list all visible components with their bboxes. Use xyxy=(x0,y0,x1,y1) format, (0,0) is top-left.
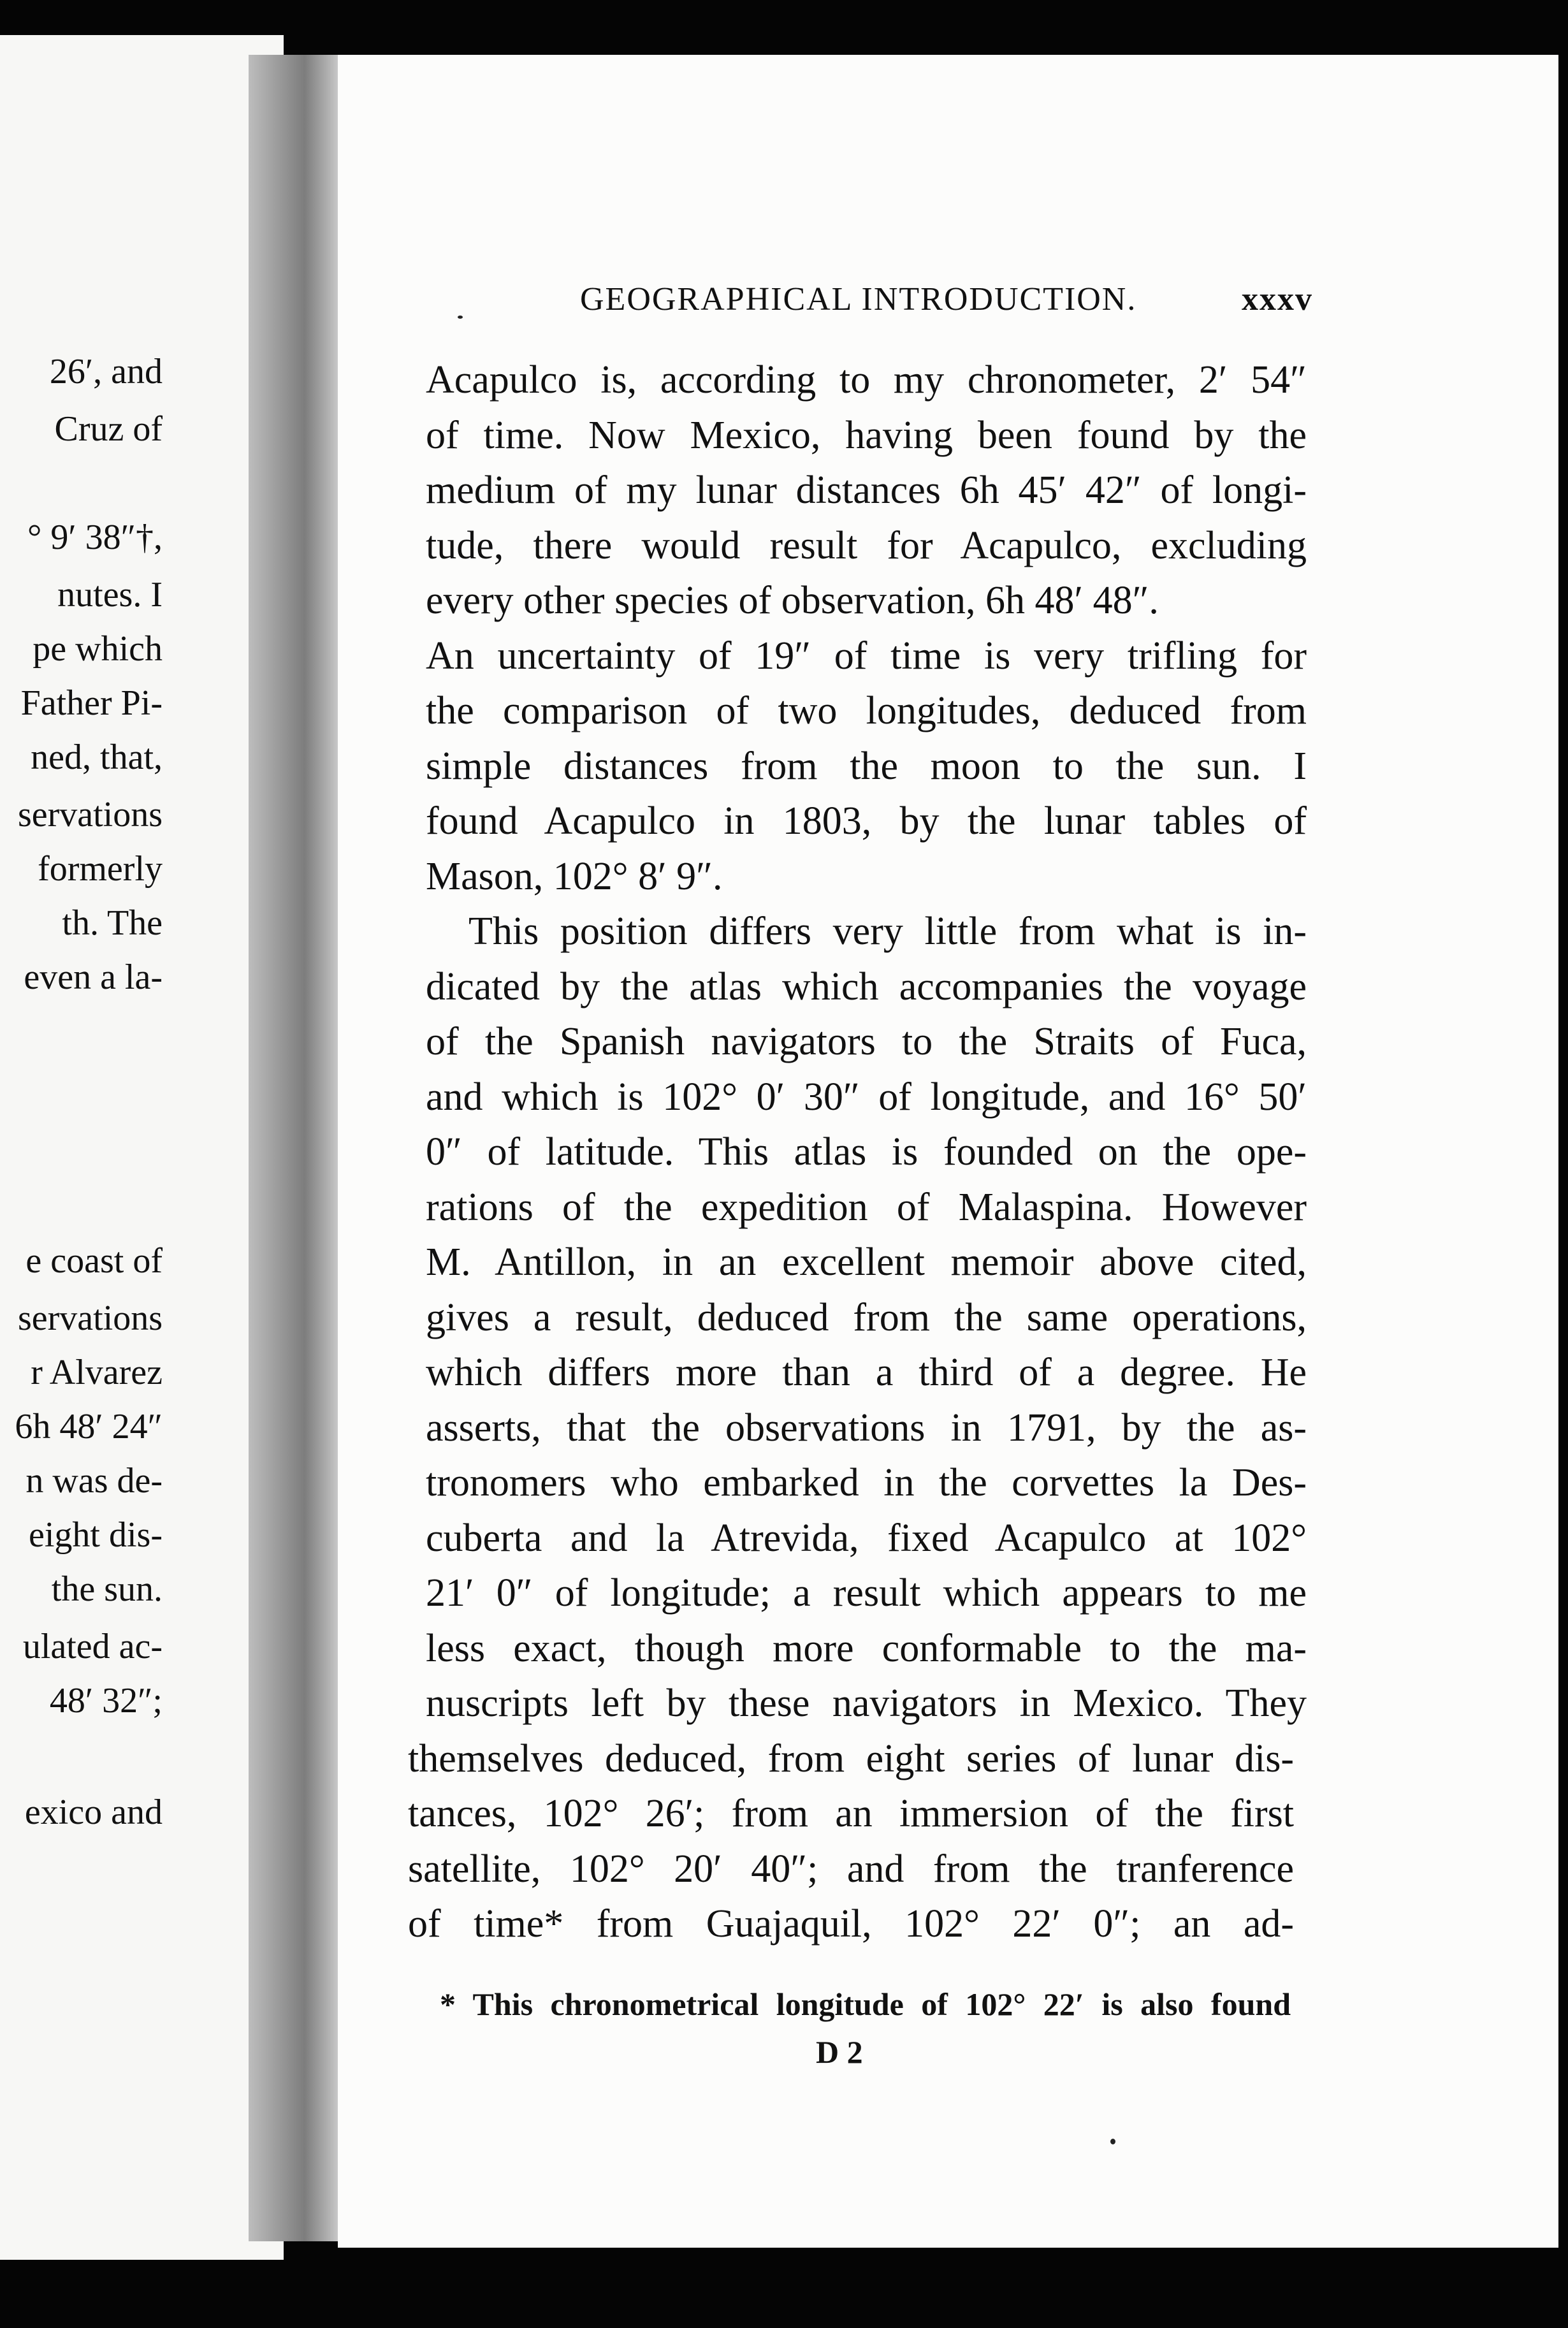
left-page-line: exico and xyxy=(24,1793,163,1832)
left-page-line: r Alvarez xyxy=(31,1353,163,1392)
left-page-line: 48′ 32″; xyxy=(49,1681,163,1721)
body-line: tances, 102° 26′; from an immersion of the first xyxy=(408,1792,1294,1835)
left-page-line: formerly xyxy=(38,849,163,889)
body-line: of time. Now Mexico, having been found by the xyxy=(426,414,1307,457)
left-page xyxy=(0,35,284,2260)
left-page-line: eight dis- xyxy=(29,1515,163,1555)
body-line: medium of my lunar distances 6h 45′ 42″ of longi- xyxy=(426,469,1307,512)
body-line: which differs more than a third of a degree. He xyxy=(426,1351,1307,1394)
left-page-line: th. The xyxy=(62,903,163,943)
body-line: 0″ of latitude. This atlas is founded on the ope- xyxy=(426,1130,1307,1174)
body-line: satellite, 102° 20′ 40″; and from the tranference xyxy=(408,1847,1294,1891)
signature-mark: D 2 xyxy=(816,2034,863,2070)
book-gutter xyxy=(249,55,351,2241)
body-line: tronomers who embarked in the corvettes la Des- xyxy=(426,1461,1307,1504)
left-page-line: n was de- xyxy=(25,1461,163,1501)
running-head-title: GEOGRAPHICAL INTRODUCTION. xyxy=(580,281,1137,317)
body-line: Mason, 102° 8′ 9″. xyxy=(426,855,723,898)
left-page-line: nutes. I xyxy=(57,575,163,615)
left-page-line: even a la- xyxy=(24,957,163,997)
body-line: Acapulco is, according to my chronometer, 2′ 54″ xyxy=(426,358,1307,402)
body-line: of the Spanish navigators to the Straits of Fuca, xyxy=(426,1020,1307,1063)
page-number: xxxv xyxy=(1242,281,1313,317)
body-line: found Acapulco in 1803, by the lunar tables of xyxy=(426,799,1307,843)
body-line: This position differs very little from what is in- xyxy=(468,910,1307,953)
left-page-line: servations xyxy=(17,795,163,834)
body-line: less exact, though more conformable to the ma- xyxy=(426,1627,1307,1670)
body-line: gives a result, deduced from the same operations, xyxy=(426,1296,1307,1339)
body-line: tude, there would result for Acapulco, excluding xyxy=(426,524,1307,567)
left-page-line: e coast of xyxy=(25,1241,163,1281)
body-line: and which is 102° 0′ 30″ of longitude, and 16° 50′ xyxy=(426,1075,1307,1119)
left-page-line: the sun. xyxy=(51,1569,163,1609)
body-line: 21′ 0″ of longitude; a result which appears to me xyxy=(426,1571,1307,1615)
left-page-line: ulated ac- xyxy=(22,1627,163,1666)
body-line: An uncertainty of 19″ of time is very trifling for xyxy=(426,634,1307,678)
body-line: of time* from Guajaquil, 102° 22′ 0″; an ad- xyxy=(408,1902,1294,1946)
left-page-line: pe which xyxy=(33,629,163,669)
left-page-line: ° 9′ 38″†, xyxy=(27,518,163,557)
left-page-line: Cruz of xyxy=(54,409,163,449)
ink-speck xyxy=(1110,2139,1115,2144)
running-head xyxy=(580,280,1313,319)
body-line: the comparison of two longitudes, deduced from xyxy=(426,689,1307,732)
left-page-line: servations xyxy=(17,1299,163,1338)
body-line: M. Antillon, in an excellent memoir above cited, xyxy=(426,1240,1307,1284)
body-line: themselves deduced, from eight series of lunar dis- xyxy=(408,1737,1294,1780)
body-line: every other species of observation, 6h 48′ 48″. xyxy=(426,579,1159,622)
left-page-line: ned, that, xyxy=(31,738,163,777)
body-line: rations of the expedition of Malaspina. However xyxy=(426,1186,1307,1229)
body-line: nuscripts left by these navigators in Mexico. They xyxy=(426,1682,1307,1725)
body-line: asserts, that the observations in 1791, by the as- xyxy=(426,1406,1307,1450)
left-page-line: 26′, and xyxy=(49,352,163,391)
left-page-line: Father Pi- xyxy=(20,683,163,723)
ink-speck xyxy=(458,316,463,319)
body-line: simple distances from the moon to the sun. I xyxy=(426,745,1307,788)
body-line: dicated by the atlas which accompanies the voyage xyxy=(426,965,1307,1008)
body-line: cuberta and la Atrevida, fixed Acapulco at 102° xyxy=(426,1517,1307,1560)
left-page-line: 6h 48′ 24″ xyxy=(15,1407,163,1446)
footnote: * This chronometrical longitude of 102° 22′ is also found xyxy=(440,1986,1291,2022)
